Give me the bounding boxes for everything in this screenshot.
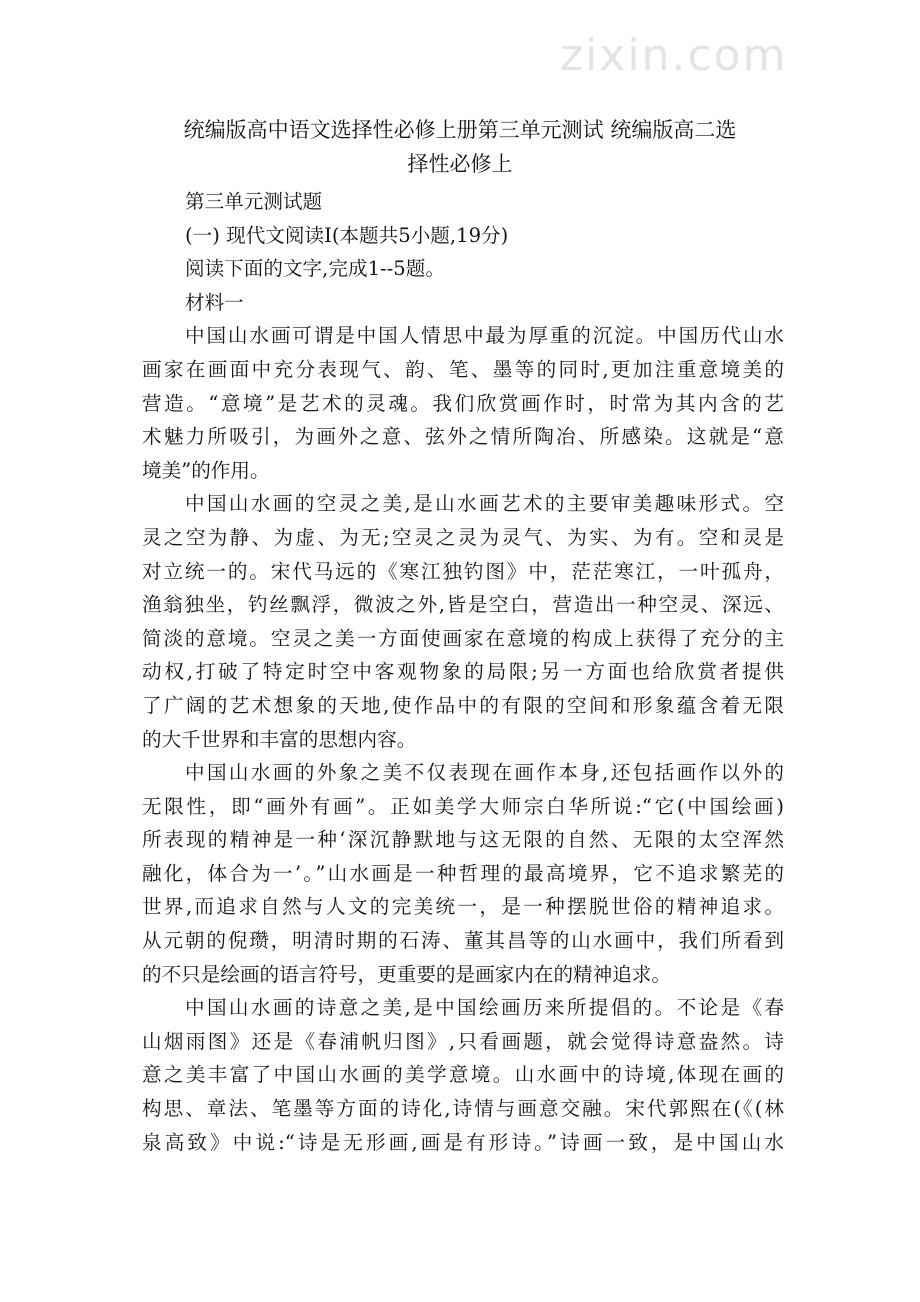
paragraph-line: 营造。“意境”是艺术的灵魂。我们欣赏画作时，时常为其内含的艺 <box>142 391 784 415</box>
title-line-2: 择性必修上 <box>407 151 513 176</box>
paragraph-4 <box>142 991 784 1159</box>
paragraph-line: 所表现的精神是一种‘深沉静默地与这无限的自然、无限的太空浑然 <box>142 828 784 852</box>
paragraph-line: 中国山水画的外象之美不仅表现在画作本身,还包括画作以外的 <box>185 761 784 785</box>
paragraph-2 <box>142 487 784 756</box>
paragraph-line: 世界,而追求自然与人文的完美统一，是一种摆脱世俗的精神追求。 <box>142 895 784 919</box>
test-heading: 第三单元测试题 <box>185 190 323 213</box>
paragraph-line: 术魅力所吸引，为画外之意、弦外之情所陶冶、所感染。这就是“意 <box>142 425 784 449</box>
material-label: 材料一 <box>185 290 244 314</box>
paragraph-line: 从元朝的倪瓒，明清时期的石涛、董其昌等的山水画中，我们所看到 <box>142 929 784 953</box>
paragraph-line: 中国山水画的空灵之美,是山水画艺术的主要审美趣味形式。空 <box>185 492 784 516</box>
paragraph-line: 灵之空为静、为虚、为无;空灵之灵为灵气、为实、为有。空和灵是 <box>142 525 784 549</box>
paragraph-line: 简淡的意境。空灵之美一方面使画家在意境的构成上获得了充分的主 <box>142 626 784 650</box>
document-title <box>150 114 770 181</box>
paragraph-line: 中国山水画的诗意之美,是中国绘画历来所提倡的。不论是《春 <box>185 996 784 1020</box>
paragraph-line: 中国山水画可谓是中国人情思中最为厚重的沉淀。中国历代山水 <box>185 324 784 348</box>
paragraph-line: 渔翁独坐，钓丝飘浮，微波之外,皆是空白，营造出一种空灵、深远、 <box>142 593 784 617</box>
paragraph-line: 动权,打破了特定时空中客观物象的局限;另一方面也给欣赏者提供 <box>142 660 784 684</box>
paragraph-1 <box>142 319 784 487</box>
paragraph-line: 泉高致》中说:“诗是无形画,画是有形诗。”诗画一致，是中国山水 <box>142 1130 784 1154</box>
paragraph-line: 的大千世界和丰富的思想内容。 <box>142 727 417 751</box>
paragraph-3 <box>142 756 784 991</box>
title-line-1: 统编版高中语文选择性必修上册第三单元测试 统编版高二选 <box>183 118 737 142</box>
paragraph-line: 山烟雨图》还是《春浦帆归图》,只看画题，就会觉得诗意盎然。诗 <box>142 1029 784 1053</box>
paragraph-line: 的不只是绘画的语言符号，更重要的是画家内在的精神追求。 <box>142 962 672 986</box>
reading-instruction: 阅读下面的文字,完成1--5题。 <box>185 257 445 281</box>
paragraph-line: 境美”的作用。 <box>142 458 270 482</box>
paragraph-line: 了广阔的艺术想象的天地,使作品中的有限的空间和形象蕴含着无限 <box>142 693 784 717</box>
section-heading: (一) 现代文阅读Ⅰ(本题共5小题,19分) <box>185 223 509 247</box>
paragraph-line: 意之美丰富了中国山水画的美学意境。山水画中的诗境,体现在画的 <box>142 1063 784 1087</box>
paragraph-line: 无限性，即“画外有画”。正如美学大师宗白华所说:“它(中国绘画) <box>142 794 784 818</box>
paragraph-line: 构思、章法、笔墨等方面的诗化,诗情与画意交融。宋代郭熙在(《(林 <box>142 1097 784 1121</box>
document-body <box>142 185 784 1159</box>
watermark: zixin.com <box>560 30 788 81</box>
paragraph-line: 对立统一的。宋代马远的《寒江独钓图》中，茫茫寒江，一叶孤舟， <box>142 559 784 583</box>
paragraph-line: 融化，体合为一’。”山水画是一种哲理的最高境界，它不追求繁芜的 <box>142 861 784 885</box>
paragraph-line: 画家在画面中充分表现气、韵、笔、墨等的同时,更加注重意境美的 <box>142 357 784 381</box>
